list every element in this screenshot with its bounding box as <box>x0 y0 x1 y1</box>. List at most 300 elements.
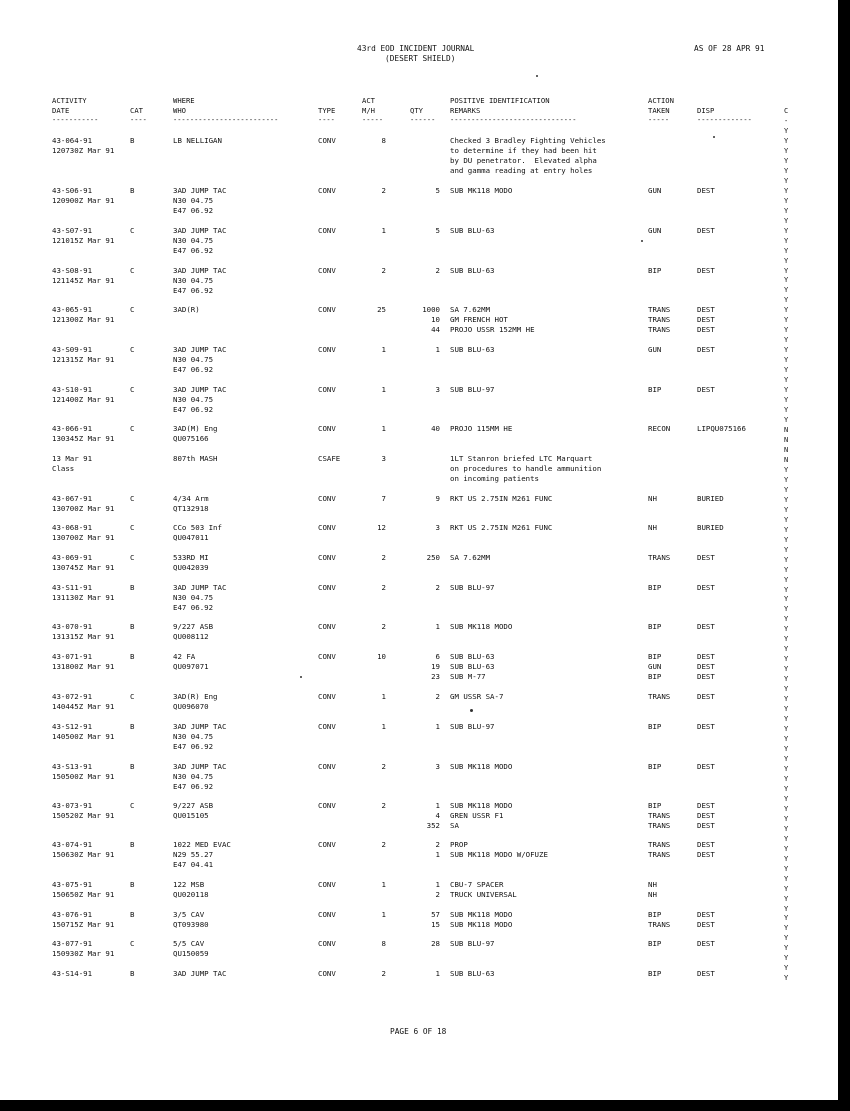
type: CONV <box>318 652 336 661</box>
where-who: 3AD(R) <box>173 305 200 314</box>
activity-number: 43-072-91 <box>52 692 93 701</box>
c-column-flag: Y <box>784 256 789 265</box>
c-column-flag: Y <box>784 824 789 833</box>
disposition: DEST <box>697 345 715 354</box>
c-column-flag: Y <box>784 705 789 714</box>
c-column-flag: Y <box>784 615 789 624</box>
c-column-flag: Y <box>784 246 789 255</box>
activity-date: 131800Z Mar 91 <box>52 662 115 671</box>
type: CONV <box>318 136 336 145</box>
quantity: 1 <box>435 801 440 810</box>
type: CONV <box>318 226 336 235</box>
where-who: 9/227 ASB <box>173 622 214 631</box>
activity-date: 131315Z Mar 91 <box>52 632 115 641</box>
c-column-flag: Y <box>784 226 789 235</box>
positive-identification: SUB MK118 MODO <box>450 762 513 771</box>
where-who: 3AD JUMP TAC <box>173 345 227 354</box>
quantity: 2 <box>435 840 440 849</box>
c-column-flag: Y <box>784 585 789 594</box>
header-mh: M/H <box>362 106 375 115</box>
action-taken: NH <box>648 890 657 899</box>
quantity: 44 <box>431 325 440 334</box>
c-column-flag: Y <box>784 635 789 644</box>
where-who: QU096070 <box>173 702 209 711</box>
disposition: DEST <box>697 920 715 929</box>
c-column-flag: Y <box>784 336 789 345</box>
where-who: N30 04.75 <box>173 276 214 285</box>
positive-identification: SA <box>450 821 459 830</box>
category: C <box>130 266 135 275</box>
activity-number: 43-077-91 <box>52 939 93 948</box>
action-taken: GUN <box>648 345 662 354</box>
c-column-flag: Y <box>784 944 789 953</box>
c-column-flag: Y <box>784 625 789 634</box>
disposition: DEST <box>697 186 715 195</box>
activity-number: 43-070-91 <box>52 622 93 631</box>
c-column-flag: Y <box>784 505 789 514</box>
where-who: QU075166 <box>173 434 209 443</box>
where-who: 3AD(R) Eng <box>173 692 218 701</box>
c-column-flag: Y <box>784 196 789 205</box>
scan-speck <box>536 75 538 77</box>
category: C <box>130 385 135 394</box>
c-column-flag: Y <box>784 326 789 335</box>
where-who: E47 06.92 <box>173 603 214 612</box>
category: C <box>130 305 135 314</box>
type: CONV <box>318 801 336 810</box>
activity-number: 43-S06-91 <box>52 186 93 195</box>
c-column-flag: C <box>784 107 789 115</box>
activity-date: Class <box>52 464 75 473</box>
quantity: 3 <box>435 523 440 532</box>
where-who: E47 04.41 <box>173 860 214 869</box>
c-column-flag: Y <box>784 804 789 813</box>
positive-identification: 1LT Stanron briefed LTC Marquart <box>450 454 593 463</box>
quantity: 1 <box>435 345 440 354</box>
positive-identification: on incoming patients <box>450 474 539 483</box>
disposition: DEST <box>697 662 715 671</box>
c-column-flag: Y <box>784 685 789 694</box>
action-taken: TRANS <box>648 821 671 830</box>
where-who: 3AD JUMP TAC <box>173 762 227 771</box>
type: CONV <box>318 840 336 849</box>
c-column-flag: - <box>784 116 789 125</box>
c-column-flag: Y <box>784 874 789 883</box>
positive-identification: SUB MK118 MODO <box>450 186 513 195</box>
man-hours: 12 <box>377 523 386 532</box>
activity-number: 43-069-91 <box>52 553 93 562</box>
underline-activity: ----------- <box>52 116 99 124</box>
quantity: 2 <box>435 692 440 701</box>
quantity: 28 <box>431 939 440 948</box>
action-taken: BIP <box>648 762 662 771</box>
header-where: WHERE <box>173 96 195 105</box>
positive-identification: on procedures to handle ammunition <box>450 464 602 473</box>
c-column-flag: Y <box>784 346 789 355</box>
c-column-flag: N <box>784 426 789 434</box>
header-taken: TAKEN <box>648 106 670 115</box>
positive-identification: SA 7.62MM <box>450 553 491 562</box>
action-taken: BIP <box>648 652 662 661</box>
quantity: 6 <box>435 652 440 661</box>
disposition: DEST <box>697 622 715 631</box>
c-column-flag: Y <box>784 814 789 823</box>
action-taken: NH <box>648 880 657 889</box>
c-column-flag: Y <box>784 695 789 704</box>
positive-identification: SUB BLU-97 <box>450 385 495 394</box>
c-column-flag: Y <box>784 725 789 734</box>
category: C <box>130 494 135 503</box>
positive-identification: and gamma reading at entry holes <box>450 166 593 175</box>
where-who: E47 06.92 <box>173 286 214 295</box>
category: C <box>130 801 135 810</box>
action-taken: BIP <box>648 583 662 592</box>
quantity: 23 <box>431 672 440 681</box>
activity-date: 131130Z Mar 91 <box>52 593 115 602</box>
type: CONV <box>318 345 336 354</box>
disposition: DEST <box>697 939 715 948</box>
quantity: 1 <box>435 622 440 631</box>
header-who: WHO <box>173 106 186 115</box>
disposition: BURIED <box>697 523 724 532</box>
where-who: 3AD JUMP TAC <box>173 722 227 731</box>
c-column-flag: Y <box>784 914 789 923</box>
activity-number: 43-068-91 <box>52 523 93 532</box>
c-column-flag: Y <box>784 645 789 654</box>
positive-identification: to determine if they had been hit <box>450 146 597 155</box>
type: CONV <box>318 424 336 433</box>
positive-identification: by DU penetrator. Elevated alpha <box>450 156 597 165</box>
activity-date: 140500Z Mar 91 <box>52 732 115 741</box>
where-who: CCo 503 Inf <box>173 523 222 532</box>
underline-qty: ------ <box>410 116 436 124</box>
quantity: 5 <box>435 226 440 235</box>
activity-number: 43-065-91 <box>52 305 93 314</box>
action-taken: BIP <box>648 910 662 919</box>
positive-identification: SUB BLU-63 <box>450 652 495 661</box>
activity-number: 43-S09-91 <box>52 345 93 354</box>
category: B <box>130 583 135 592</box>
category: C <box>130 424 135 433</box>
activity-date: 120730Z Mar 91 <box>52 146 115 155</box>
c-column-flag: Y <box>784 934 789 943</box>
header-activity: ACTIVITY <box>52 96 87 105</box>
type: CONV <box>318 722 336 731</box>
c-column-flag: Y <box>784 316 789 325</box>
quantity: 2 <box>435 890 440 899</box>
disposition: BURIED <box>697 494 724 503</box>
c-column-flag: Y <box>784 156 789 165</box>
where-who: 122 MSB <box>173 880 205 889</box>
category: B <box>130 969 135 978</box>
type: CONV <box>318 583 336 592</box>
type: CONV <box>318 692 336 701</box>
type: CONV <box>318 553 336 562</box>
disposition: DEST <box>697 722 715 731</box>
action-taken: BIP <box>648 939 662 948</box>
action-taken: BIP <box>648 969 662 978</box>
man-hours: 2 <box>381 583 386 592</box>
c-column-flag: Y <box>784 465 789 474</box>
disposition: DEST <box>697 385 715 394</box>
c-column-flag: Y <box>784 884 789 893</box>
underline-cat: ---- <box>130 116 147 124</box>
c-column-flag: Y <box>784 904 789 913</box>
man-hours: 1 <box>381 385 386 394</box>
positive-identification: SUB MK118 MODO <box>450 910 513 919</box>
positive-identification: PROP <box>450 840 468 849</box>
underline-where: ------------------------- <box>173 116 279 124</box>
where-who: 3AD JUMP TAC <box>173 583 227 592</box>
type: CONV <box>318 910 336 919</box>
journal-subtitle: (DESERT SHIELD) <box>385 54 456 63</box>
man-hours: 2 <box>381 801 386 810</box>
c-column-flag: Y <box>784 396 789 405</box>
c-column-flag: Y <box>784 764 789 773</box>
disposition: DEST <box>697 910 715 919</box>
activity-number: 43-075-91 <box>52 880 93 889</box>
where-who: N30 04.75 <box>173 772 214 781</box>
category: C <box>130 939 135 948</box>
category: B <box>130 622 135 631</box>
c-column-flag: Y <box>784 745 789 753</box>
action-taken: GUN <box>648 226 662 235</box>
c-column-flag: Y <box>784 266 789 275</box>
disposition: DEST <box>697 652 715 661</box>
where-who: QU097071 <box>173 662 209 671</box>
where-who: N30 04.75 <box>173 593 214 602</box>
positive-identification: PROJO 115MM HE <box>450 424 513 433</box>
where-who: QU047011 <box>173 533 209 542</box>
c-column-flag: Y <box>784 406 789 415</box>
category: B <box>130 136 135 145</box>
where-who: E47 06.92 <box>173 742 214 751</box>
c-column-flag: Y <box>784 416 789 425</box>
disposition: DEST <box>697 762 715 771</box>
type: CONV <box>318 622 336 631</box>
c-column-flag: Y <box>784 575 789 584</box>
c-column-flag: Y <box>784 605 789 614</box>
disposition: DEST <box>697 553 715 562</box>
activity-date: 150930Z Mar 91 <box>52 949 115 958</box>
positive-identification: GREN USSR F1 <box>450 811 504 820</box>
where-who: 42 FA <box>173 652 196 661</box>
disposition: DEST <box>697 315 715 324</box>
where-who: N30 04.75 <box>173 236 214 245</box>
man-hours: 1 <box>381 722 386 731</box>
quantity: 1 <box>435 850 440 859</box>
activity-date: 150520Z Mar 91 <box>52 811 115 820</box>
quantity: 5 <box>435 186 440 195</box>
action-taken: TRANS <box>648 840 671 849</box>
c-column-flag: Y <box>784 844 789 853</box>
man-hours: 2 <box>381 266 386 275</box>
category: B <box>130 762 135 771</box>
action-taken: TRANS <box>648 315 671 324</box>
where-who: 3AD(M) Eng <box>173 424 218 433</box>
action-taken: TRANS <box>648 811 671 820</box>
type: CONV <box>318 305 336 314</box>
action-taken: GUN <box>648 662 662 671</box>
category: B <box>130 910 135 919</box>
c-column-flag: Y <box>784 954 789 963</box>
underline-act: ----- <box>362 116 384 124</box>
c-column-flag: Y <box>784 715 789 724</box>
positive-identification: SUB MK118 MODO <box>450 801 513 810</box>
header-positive-id: POSITIVE IDENTIFICATION <box>450 96 550 105</box>
positive-identification: SUB BLU-97 <box>450 583 495 592</box>
quantity: 250 <box>426 553 440 562</box>
category: C <box>130 345 135 354</box>
positive-identification: GM FRENCH HOT <box>450 315 508 324</box>
scan-speck <box>641 240 643 242</box>
where-who: E47 06.92 <box>173 206 214 215</box>
where-who: N29 55.27 <box>173 850 214 859</box>
quantity: 2 <box>435 266 440 275</box>
where-who: N30 04.75 <box>173 732 214 741</box>
c-column-flag: Y <box>784 126 789 135</box>
disposition: DEST <box>697 305 715 314</box>
activity-number: 43-S08-91 <box>52 266 93 275</box>
c-column-flag: Y <box>784 176 789 185</box>
where-who: 3AD JUMP TAC <box>173 266 227 275</box>
where-who: N30 04.75 <box>173 355 214 364</box>
underline-disp: ------------- <box>697 116 752 124</box>
activity-number: 43-073-91 <box>52 801 93 810</box>
c-column-flag: Y <box>784 854 789 863</box>
where-who: 1022 MED EVAC <box>173 840 231 849</box>
activity-date: 150500Z Mar 91 <box>52 772 115 781</box>
c-column-flag: Y <box>784 525 789 534</box>
positive-identification: SUB M-77 <box>450 672 486 681</box>
positive-identification: RKT US 2.75IN M261 FUNC <box>450 523 553 532</box>
action-taken: TRANS <box>648 850 671 859</box>
c-column-flag: Y <box>784 276 789 285</box>
quantity: 1 <box>435 722 440 731</box>
disposition: DEST <box>697 583 715 592</box>
man-hours: 2 <box>381 622 386 631</box>
category: B <box>130 880 135 889</box>
c-column-flag: Y <box>784 356 789 365</box>
disposition: DEST <box>697 850 715 859</box>
c-column-flag: Y <box>784 974 789 983</box>
where-who: LB NELLIGAN <box>173 136 222 145</box>
where-who: E47 06.92 <box>173 246 214 255</box>
header-date: DATE <box>52 106 70 115</box>
action-taken: RECON <box>648 424 671 433</box>
quantity: 352 <box>426 821 440 830</box>
man-hours: 1 <box>381 345 386 354</box>
activity-date: 130700Z Mar 91 <box>52 504 115 513</box>
quantity: 3 <box>435 385 440 394</box>
disposition: DEST <box>697 840 715 849</box>
category: B <box>130 186 135 195</box>
header-qty: QTY <box>410 106 423 115</box>
header-cat: CAT <box>130 106 143 115</box>
action-taken: GUN <box>648 186 662 195</box>
c-column-flag: Y <box>784 595 789 604</box>
man-hours: 2 <box>381 762 386 771</box>
activity-number: 43-066-91 <box>52 424 93 433</box>
activity-number: 43-076-91 <box>52 910 93 919</box>
activity-date: 150715Z Mar 91 <box>52 920 115 929</box>
where-who: 807th MASH <box>173 454 218 463</box>
quantity: 3 <box>435 762 440 771</box>
type: CONV <box>318 880 336 889</box>
man-hours: 1 <box>381 692 386 701</box>
c-column-flag: Y <box>784 924 789 933</box>
header-type: TYPE <box>318 106 336 115</box>
category: B <box>130 722 135 731</box>
activity-number: 43-S12-91 <box>52 722 93 731</box>
positive-identification: SUB BLU-97 <box>450 722 495 731</box>
activity-date: 120900Z Mar 91 <box>52 196 115 205</box>
where-who: 533RD MI <box>173 553 209 562</box>
category: C <box>130 553 135 562</box>
where-who: 3AD JUMP TAC <box>173 186 227 195</box>
c-column-flag: Y <box>784 376 789 385</box>
activity-date: 121300Z Mar 91 <box>52 315 115 324</box>
disposition: DEST <box>697 801 715 810</box>
page-number: PAGE 6 OF 18 <box>390 1027 447 1036</box>
type: CONV <box>318 523 336 532</box>
activity-number: 43-S11-91 <box>52 583 93 592</box>
type: CONV <box>318 969 336 978</box>
action-taken: BIP <box>648 266 662 275</box>
action-taken: TRANS <box>648 920 671 929</box>
positive-identification: SUB BLU-63 <box>450 662 495 671</box>
activity-date: 121315Z Mar 91 <box>52 355 115 364</box>
c-column-flag: Y <box>784 495 789 504</box>
c-column-flag: Y <box>784 386 789 395</box>
quantity: 40 <box>431 424 440 433</box>
c-column-flag: Y <box>784 296 789 305</box>
c-column-flag: N <box>784 435 789 444</box>
c-column-flag: Y <box>784 306 789 315</box>
c-column-flag: Y <box>784 216 789 225</box>
type: CONV <box>318 762 336 771</box>
where-who: QT093980 <box>173 920 209 929</box>
activity-number: 43-074-91 <box>52 840 93 849</box>
action-taken: BIP <box>648 801 662 810</box>
positive-identification: SUB MK118 MODO W/OFUZE <box>450 850 548 859</box>
c-column <box>784 107 794 984</box>
c-column-flag: Y <box>784 485 789 494</box>
where-who: 9/227 ASB <box>173 801 214 810</box>
man-hours: 10 <box>377 652 386 661</box>
activity-number: 13 Mar 91 <box>52 454 93 463</box>
man-hours: 2 <box>381 186 386 195</box>
where-who: QU015105 <box>173 811 209 820</box>
disposition: DEST <box>697 811 715 820</box>
c-column-flag: Y <box>784 754 789 763</box>
where-who: 3/5 CAV <box>173 910 205 919</box>
category: C <box>130 523 135 532</box>
activity-number: 43-067-91 <box>52 494 93 503</box>
c-column-flag: Y <box>784 236 789 245</box>
type: CONV <box>318 385 336 394</box>
activity-number: 43-S14-91 <box>52 969 93 978</box>
where-who: N30 04.75 <box>173 395 214 404</box>
journal-title: 43rd EOD INCIDENT JOURNAL <box>357 44 475 53</box>
where-who: E47 06.92 <box>173 782 214 791</box>
scan-speck <box>300 676 302 678</box>
c-column-flag: Y <box>784 735 789 744</box>
positive-identification: Checked 3 Bradley Fighting Vehicles <box>450 136 606 145</box>
category: C <box>130 692 135 701</box>
disposition: DEST <box>697 672 715 681</box>
man-hours: 2 <box>381 840 386 849</box>
